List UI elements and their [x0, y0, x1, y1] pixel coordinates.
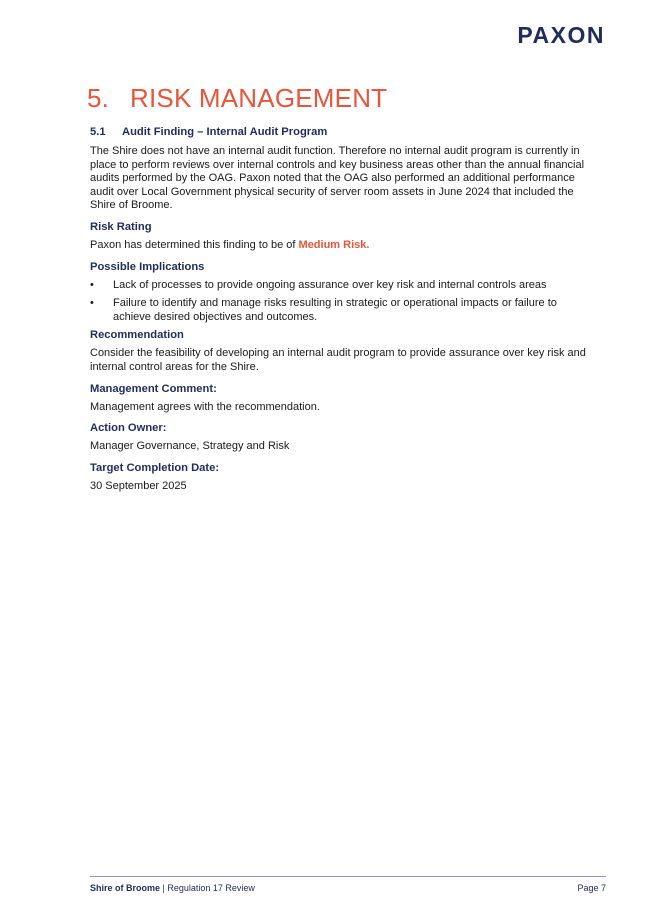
risk-level: Medium Risk [298, 238, 367, 251]
bullet-icon: • [90, 297, 94, 310]
implications-heading: Possible Implications [90, 260, 205, 273]
page-content [87, 82, 596, 493]
section-title-text: RISK MANAGEMENT [130, 83, 388, 113]
target-date-heading: Target Completion Date: [90, 461, 220, 474]
page-footer [90, 876, 606, 893]
subsection-title [90, 126, 596, 138]
page-number: Page 7 [577, 883, 606, 893]
section-number: 5. [87, 83, 110, 113]
list-item-text: Lack of processes to provide ongoing assurance over key risk and internal controls areas [113, 278, 547, 291]
list-item [90, 279, 596, 293]
list-item [90, 297, 596, 324]
subsection-title-text: Audit Finding – Internal Audit Program [122, 126, 328, 138]
subsection-number: 5.1 [90, 126, 106, 138]
footer-separator: | [160, 883, 168, 893]
risk-rating-paragraph [90, 239, 596, 253]
footer-doc-title: Regulation 17 Review [167, 883, 255, 893]
risk-rating-period: . [366, 238, 370, 251]
paxon-logo: PAXON [517, 22, 605, 48]
implications-list [90, 279, 596, 325]
intro-paragraph: The Shire does not have an internal audit function. Therefore no internal audit program is currently in place to perform reviews over internal controls and key business areas other than the annual financial audits performed by the OAG. Paxon noted that the OAG also performed an additional performance audit over Local Government physical security of server room assets in June 2024 that included the Shire of Broome. [90, 145, 585, 212]
management-comment-heading: Management Comment: [90, 382, 217, 395]
risk-rating-text: Paxon has determined this finding to be of [90, 238, 299, 251]
management-comment-text: Management agrees with the recommendation. [90, 400, 320, 413]
recommendation-text: Consider the feasibility of developing an internal audit program to provide assurance over key risk and internal control areas for the Shire. [90, 347, 586, 373]
list-item-text: Failure to identify and manage risks resulting in strategic or operational impacts or failure to achieve desired objectives and outcomes. [113, 297, 557, 323]
target-date-text: 30 September 2025 [90, 479, 187, 492]
section-title [87, 82, 596, 114]
footer-org: Shire of Broome [90, 883, 161, 893]
action-owner-text: Manager Governance, Strategy and Risk [90, 440, 290, 453]
risk-rating-heading: Risk Rating [90, 220, 152, 233]
action-owner-heading: Action Owner: [90, 422, 167, 435]
recommendation-heading: Recommendation [90, 329, 184, 342]
bullet-icon: • [90, 278, 94, 291]
